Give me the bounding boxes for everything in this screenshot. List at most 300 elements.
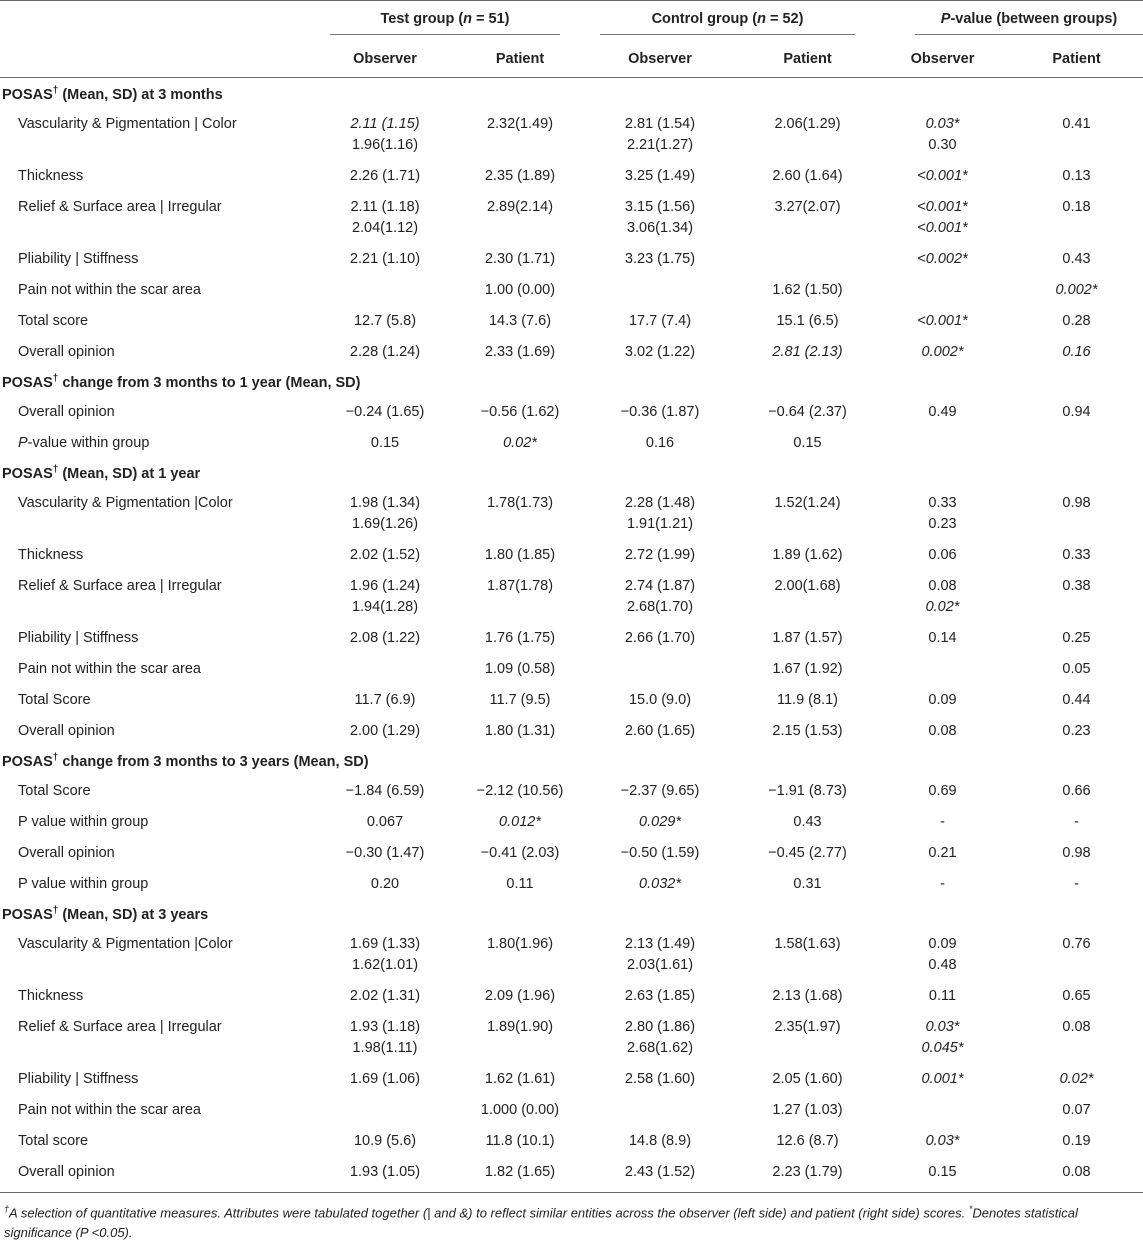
cell-value: 0.08 [1062,1164,1091,1180]
table-cell [740,927,875,979]
table-cell [1010,538,1143,569]
cell-value: 2.21(1.27) [626,137,694,153]
table-cell [580,486,740,538]
group-header-pvalue: P-value (between groups) [875,1,1143,41]
table-cell [580,714,740,745]
table-cell [460,538,580,569]
cell-value: 0.09 [928,692,957,708]
table-cell [580,1062,740,1093]
table-row [0,304,1143,335]
cell-value: 1.76 (1.75) [484,630,556,646]
cell-value: 1.98(1.11) [352,1040,418,1056]
cell-value: 2.00(1.68) [774,578,841,594]
table-cell [310,979,460,1010]
group-header-row [0,1,1143,41]
cell-value: 0.49 [928,404,957,420]
table-row [0,538,1143,569]
cell-value: 1.96 (1.24) [349,578,421,594]
cell-value: 0.23 [928,516,957,532]
cell-value: 0.18 [1062,199,1091,215]
cell-value: 15.1 (6.5) [776,313,839,329]
table-cell [1010,1010,1143,1062]
table-cell [875,569,1010,621]
table-cell [1010,242,1143,273]
table-cell [740,621,875,652]
row-label: Relief & Surface area | Irregular [18,199,222,215]
cell-value: 2.74 (1.87) [624,578,696,594]
cell-value: 0.001* [921,1071,964,1087]
cell-value: 0.03* [925,1019,960,1035]
table-cell [580,107,740,159]
table-cell [1010,683,1143,714]
table-cell [460,836,580,867]
table-cell [310,621,460,652]
cell-value: 2.02 (1.31) [349,988,421,1004]
table-cell [1010,273,1143,304]
cell-value: 1.09 (0.58) [484,661,556,677]
table-cell [580,621,740,652]
cell-value: 2.81 (1.54) [624,116,696,132]
cell-value: 0.30 [928,137,957,153]
table-cell [1010,774,1143,805]
table-cell [460,1124,580,1155]
table-footnote: †A selection of quantitative measures. Attributes were tabulated together (| and &) to reflect similar entities across the observer (left side) and patient (right side) scores. *Denotes statistical significance (P <0.05). [4,1204,1078,1241]
table-cell [310,1062,460,1093]
table-cell [460,107,580,159]
table-body [0,78,1143,1187]
table-cell [580,683,740,714]
cell-value: 2.72 (1.99) [624,547,696,563]
table-cell [875,1062,1010,1093]
table-row [0,1155,1143,1186]
table-cell [1010,1155,1143,1186]
row-label: Total score [18,313,89,329]
table-cell [310,304,460,335]
table-row [0,190,1143,242]
cell-value: 2.35(1.97) [774,1019,841,1035]
table-cell [460,190,580,242]
cell-value: 1.27 (1.03) [772,1102,843,1118]
sub-header-cell: Patient [1010,41,1143,78]
cell-value: 0.09 [928,936,957,952]
table-cell [875,979,1010,1010]
table-cell [580,927,740,979]
table-cell [875,774,1010,805]
table-row [0,486,1143,538]
table-row [0,159,1143,190]
table-cell [580,159,740,190]
table-cell [740,979,875,1010]
table-cell [460,426,580,457]
table-cell [875,242,1010,273]
table-cell [460,159,580,190]
cell-value: 2.30 (1.71) [484,251,556,267]
table-row [0,836,1143,867]
table-cell [740,1124,875,1155]
table-cell [460,242,580,273]
cell-value: 0.38 [1062,578,1091,594]
cell-value: 0.66 [1062,783,1091,799]
cell-value: 0.15 [370,435,400,451]
cell-value: 1.87(1.78) [486,578,554,594]
table-cell [460,335,580,366]
cell-value: 1.69 (1.33) [349,936,421,952]
table-cell [580,569,740,621]
cell-value: 0.02* [503,435,537,451]
table-cell [460,867,580,898]
table-cell [580,1155,740,1186]
table-cell [580,652,740,683]
table-row [0,1093,1143,1124]
cell-value: 0.14 [928,630,957,646]
cell-value: 2.80 (1.86) [624,1019,696,1035]
cell-value: 2.15 (1.53) [772,723,843,739]
cell-value: 2.28 (1.48) [624,495,696,511]
table-row [0,652,1143,683]
cell-value: 0.08 [1062,1019,1091,1035]
cell-value: 3.27(2.07) [774,199,841,215]
cell-value: −0.41 (2.03) [480,845,560,861]
table-row [0,569,1143,621]
table-cell [875,107,1010,159]
table-cell [310,805,460,836]
table-cell [875,159,1010,190]
table-cell [1010,395,1143,426]
section-header: POSAS† (Mean, SD) at 3 years [2,905,209,923]
table-cell [740,159,875,190]
cell-value: 0.02* [1059,1071,1094,1087]
cell-value: 15.0 (9.0) [628,692,692,708]
cell-value: 0.03* [925,116,960,132]
cell-value: 2.68(1.62) [626,1040,694,1056]
table-cell [740,683,875,714]
table-cell [875,867,1010,898]
cell-value: 1.94(1.28) [351,599,419,615]
cell-value: 2.00 (1.29) [349,723,421,739]
table-cell [310,395,460,426]
table-cell [460,1155,580,1186]
cell-value: 0.08 [928,723,957,739]
table-cell [310,486,460,538]
cell-value: 11.7 (9.5) [489,692,551,708]
cell-value: 2.06(1.29) [774,116,841,132]
table-cell [310,1124,460,1155]
cell-value: −0.24 (1.65) [345,404,425,420]
table-row [0,979,1143,1010]
table-cell [310,774,460,805]
row-label: Vascularity & Pigmentation |Color [18,936,233,952]
cell-value: 0.08 [928,578,957,594]
table-cell [875,621,1010,652]
cell-value: 2.58 (1.60) [624,1071,696,1087]
cell-value: - [940,814,945,830]
cell-value: 0.69 [928,783,957,799]
table-cell [310,159,460,190]
cell-value: 2.60 (1.65) [624,723,696,739]
cell-value: 2.81 (2.13) [772,344,843,360]
cell-value: 1.62 (1.61) [484,1071,556,1087]
cell-value: 0.16 [1062,344,1091,360]
cell-value: 0.15 [928,1164,957,1180]
table-cell [740,538,875,569]
table-row [0,395,1143,426]
table-cell [1010,486,1143,538]
cell-value: 2.26 (1.71) [349,168,421,184]
table-cell [310,836,460,867]
table-cell [460,621,580,652]
cell-value: <0.001* [917,220,968,236]
table-cell [310,569,460,621]
table-cell [580,979,740,1010]
sub-header-cell: Patient [740,41,875,78]
row-label: Relief & Surface area | Irregular [18,578,222,594]
corner-cell [0,1,310,41]
cell-value: −0.64 (2.37) [768,404,847,420]
cell-value: 1.62(1.01) [351,957,419,973]
cell-value: 1.89(1.90) [486,1019,554,1035]
table-cell [1010,836,1143,867]
cell-value: 0.002* [1055,282,1098,298]
table-cell [310,1010,460,1062]
cell-value: 0.98 [1062,845,1091,861]
table-cell [310,683,460,714]
cell-value: 2.23 (1.79) [772,1164,843,1180]
table-row [0,621,1143,652]
table-cell [1010,569,1143,621]
cell-value: 2.04(1.12) [351,220,419,236]
cell-value: 1.91(1.21) [626,516,694,532]
table-cell [460,1062,580,1093]
table-cell [875,652,1010,683]
cell-value: 0.25 [1062,630,1091,646]
cell-value: 1.98 (1.34) [349,495,421,511]
cell-value: 0.98 [1062,495,1091,511]
table-cell [580,190,740,242]
table-row [0,805,1143,836]
cell-value: 0.012* [499,814,541,830]
cell-value: −0.50 (1.59) [620,845,700,861]
table-cell [310,107,460,159]
section-header: POSAS† (Mean, SD) at 3 months [2,85,223,103]
cell-value: 2.21 (1.10) [349,251,421,267]
cell-value: 2.60 (1.64) [772,168,843,184]
sub-header-cell: Observer [310,41,460,78]
cell-value: 2.03(1.61) [626,957,694,973]
cell-value: 3.02 (1.22) [624,344,696,360]
table-cell [580,242,740,273]
table-cell [875,190,1010,242]
table-cell [875,538,1010,569]
table-cell [310,927,460,979]
cell-value: 11.9 (8.1) [777,692,838,708]
row-label: Pain not within the scar area [18,282,201,298]
table-cell [1010,159,1143,190]
cell-value: 1.93 (1.18) [349,1019,421,1035]
table-cell [460,304,580,335]
table-row [0,1010,1143,1062]
section-header: POSAS† change from 3 months to 1 year (Mean, SD) [2,373,361,391]
table-cell [580,395,740,426]
cell-value: 2.11 (1.15) [350,116,420,132]
cell-value: 0.045* [921,1040,964,1056]
cell-value: - [1074,876,1079,892]
table-cell [580,805,740,836]
cell-value: 1.58(1.63) [774,936,841,952]
cell-value: −0.56 (1.62) [480,404,560,420]
cell-value: 2.11 (1.18) [350,199,420,215]
table-cell [1010,1062,1143,1093]
cell-value: 2.43 (1.52) [624,1164,696,1180]
cell-value: 0.43 [1062,251,1091,267]
cell-value: 0.05 [1062,661,1091,677]
table-row [0,714,1143,745]
table-cell [740,190,875,242]
row-label: P value within group [18,876,149,892]
section-header: POSAS† (Mean, SD) at 1 year [2,464,201,482]
sub-header-cell: Observer [580,41,740,78]
table-row [0,426,1143,457]
table-cell [580,774,740,805]
table-cell [580,1124,740,1155]
table-cell [875,395,1010,426]
cell-value: 2.68(1.70) [626,599,694,615]
table-row [0,273,1143,304]
cell-value: −0.45 (2.77) [768,845,847,861]
cell-value: 1.67 (1.92) [772,661,843,677]
row-label: Relief & Surface area | Irregular [18,1019,222,1035]
cell-value: 2.09 (1.96) [484,988,556,1004]
table-cell [740,836,875,867]
cell-value: 0.06 [928,547,957,563]
table-cell [310,242,460,273]
cell-value: 2.33 (1.69) [484,344,556,360]
table-cell [740,774,875,805]
cell-value: 0.067 [366,814,404,830]
cell-value: 2.13 (1.68) [772,988,843,1004]
table-cell [460,486,580,538]
row-label: Pliability | Stiffness [18,630,139,646]
table-cell [875,927,1010,979]
table-cell [580,273,740,304]
table-cell [1010,805,1143,836]
table-cell [740,1093,875,1124]
section-header: POSAS† change from 3 months to 3 years (Mean, SD) [2,752,369,770]
cell-value: 2.66 (1.70) [624,630,696,646]
table-cell [875,1124,1010,1155]
cell-value: 0.11 [506,876,534,892]
table-cell [310,335,460,366]
table-cell [740,273,875,304]
table-cell [310,652,460,683]
cell-value: 0.029* [639,814,681,830]
table-cell [310,426,460,457]
cell-value: 2.63 (1.85) [624,988,696,1004]
cell-value: 14.8 (8.9) [628,1133,692,1149]
table-cell [1010,621,1143,652]
cell-value: 0.43 [793,814,822,830]
sub-header-cell: Patient [460,41,580,78]
table-cell [740,304,875,335]
cell-value: 0.15 [793,435,822,451]
table-row [0,927,1143,979]
cell-value: 0.16 [645,435,675,451]
table-cell [875,304,1010,335]
cell-value: 0.02* [925,599,960,615]
table-cell [1010,304,1143,335]
table-cell [460,683,580,714]
cell-value: 0.76 [1062,936,1091,952]
sub-header-cell: Observer [875,41,1010,78]
cell-value: −2.12 (10.56) [476,783,564,799]
table-cell [310,538,460,569]
cell-value: 3.06(1.34) [626,220,694,236]
table-cell [740,1155,875,1186]
cell-value: 2.13 (1.49) [624,936,696,952]
cell-value: 1.80 (1.31) [484,723,556,739]
table-cell [875,836,1010,867]
table-cell [460,569,580,621]
cell-value: 0.11 [928,988,957,1004]
table-cell [1010,927,1143,979]
table-cell [580,867,740,898]
sub-header-row [0,41,1143,78]
cell-value: 0.41 [1062,116,1091,132]
table-cell [460,805,580,836]
cell-value: 2.05 (1.60) [772,1071,843,1087]
table-cell [1010,1093,1143,1124]
row-label: Overall opinion [18,404,115,420]
table-cell [740,486,875,538]
table-cell [310,867,460,898]
cell-value: 1.52(1.24) [774,495,841,511]
cell-value: <0.001* [917,313,968,329]
cell-value: 0.20 [370,876,400,892]
table-cell [875,805,1010,836]
cell-value: 2.89(2.14) [486,199,554,215]
table-row [0,1124,1143,1155]
cell-value: <0.002* [917,251,968,267]
row-label: Thickness [18,547,84,563]
cell-value: 12.6 (8.7) [776,1133,839,1149]
table-cell [875,1010,1010,1062]
row-label: Overall opinion [18,1164,115,1180]
table-cell [740,714,875,745]
cell-value: 3.15 (1.56) [624,199,696,215]
table-cell [310,714,460,745]
cell-value: 0.032* [639,876,681,892]
cell-value: 0.19 [1062,1133,1091,1149]
table-cell [740,652,875,683]
cell-value: 0.28 [1062,313,1091,329]
table-cell [460,774,580,805]
cell-value: 0.23 [1062,723,1091,739]
table-cell [740,867,875,898]
table-cell [875,683,1010,714]
cell-value: 1.93 (1.05) [349,1164,421,1180]
table-cell [1010,979,1143,1010]
cell-value: 2.28 (1.24) [349,344,421,360]
row-label: Overall opinion [18,723,115,739]
table-cell [1010,1124,1143,1155]
table-row [0,1062,1143,1093]
table-cell [310,190,460,242]
table-cell [740,1062,875,1093]
table-cell [740,107,875,159]
table-cell [740,569,875,621]
table-cell [1010,867,1143,898]
table-cell [740,1010,875,1062]
cell-value: 1.82 (1.65) [484,1164,556,1180]
